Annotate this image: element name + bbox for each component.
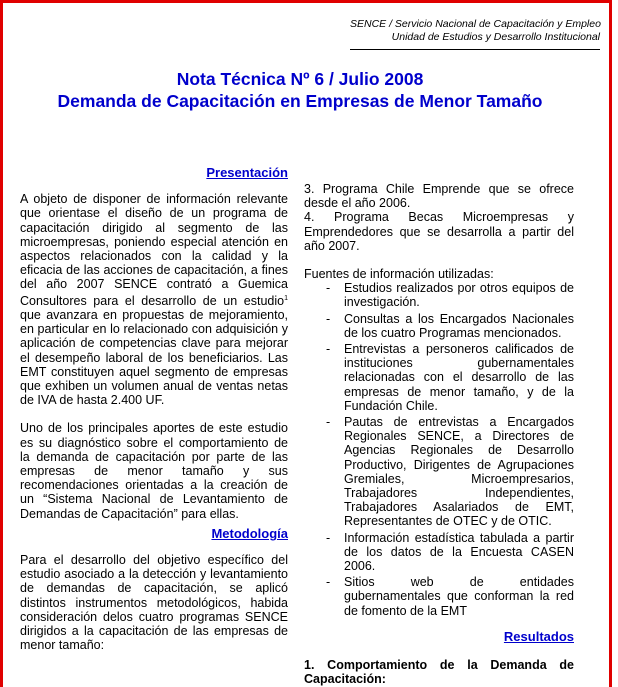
header-line-2: Unidad de Estudios y Desarrollo Institucional: [391, 31, 600, 43]
document-page: [20, 18, 601, 687]
resultados-heading: Resultados: [503, 628, 574, 644]
fuentes-intro: Fuentes de información utilizadas:: [304, 267, 494, 282]
metodologia-paragraph: Para el desarrollo del objetivo específico del estudio asociado a la detección y levantamiento de demandas de capacitación, se aplicó distintos instrumentos metodológicos, habida consideración delos cuatro programas SENCE dirigidos a la capacitación de las empresas de menor tamaño:: [20, 553, 288, 653]
presentacion-heading: Presentación: [206, 165, 288, 180]
list-item: - Sitios web de entidades gubernamentales que conforman la red de fomento de la EMT: [304, 575, 574, 618]
list-item: - Consultas a los Encargados Nacionales de los cuatro Programas mencionados.: [304, 312, 574, 340]
list-item: - Pautas de entrevistas a Encargados Regionales SENCE, a Directores de Agencias Regionales de Desarrollo Productivo, Dirigentes de Agrupaciones Gremiales, Microempresarios, Trabajadores Independientes, Trabajadores Asalariados de EMT, Representantes de OTEC y de OTIC.: [304, 415, 574, 529]
metodologia-heading: Metodología: [211, 525, 288, 541]
list-item: - Entrevistas a personeros calificados de instituciones gubernamentales relacionadas con el desarrollo de las empresas de menor tamaño, y de la Fundación Chile.: [304, 342, 574, 413]
right-column: [304, 182, 574, 687]
left-column: [20, 160, 288, 652]
header-line-1: SENCE / Servicio Nacional de Capacitación y Empleo: [350, 18, 601, 30]
program-item-4: 4. Programa Becas Microempresas y Emprendedores que se desarrolla a partir del año 2007.: [304, 210, 574, 253]
program-item-3: 3. Programa Chile Emprende que se ofrece desde el año 2006.: [304, 182, 574, 211]
resultados-subheading-1: 1. Comportamiento de la Demanda de Capacitación:: [304, 658, 574, 687]
fuentes-list: [304, 281, 574, 618]
presentacion-paragraph-1: [20, 192, 288, 407]
paragraph-text-cont: que avanzara en propuestas de mejoramiento, en particular en lo relacionado con adquisición y aplicación de competencias clave para mejorar el desempeño laboral de los beneficiarios. Las EMT constituyen aquel segmento de empresas que exhiben un volumen anual de ventas netas de IVA de hasta 2.400 UF.: [20, 307, 288, 408]
running-header: [350, 18, 600, 50]
title-line-2: Demanda de Capacitación en Empresas de Menor Tamaño: [57, 91, 543, 111]
list-item: - Información estadística tabulada a partir de los datos de la Encuesta CASEN 2006.: [304, 531, 574, 574]
list-item: - Estudios realizados por otros equipos de investigación.: [304, 281, 574, 309]
presentacion-paragraph-2: Uno de los principales aportes de este estudio es su diagnóstico sobre el comportamiento de la demanda de capacitación por parte de las empresas de menor tamaño y sus recomendaciones orientadas a la creación de un “Sistema Nacional de Levantamiento de Demandas de Capacitación” para ellas.: [20, 421, 288, 521]
document-title: [20, 68, 580, 112]
title-line-1: Nota Técnica Nº 6 / Julio 2008: [176, 69, 424, 89]
footnote-marker: 1: [284, 294, 288, 302]
paragraph-text: A objeto de disponer de información relevante que orientase el diseño de un programa de capacitación dirigido al segmento de las microempresas, poniendo especial atención en aspectos relacionados con la calidad y la eficacia de las acciones de capacitación, a fines del año 2007 SENCE contrató a Guemica Consultores para el desarrollo de un estudio: [20, 192, 288, 308]
